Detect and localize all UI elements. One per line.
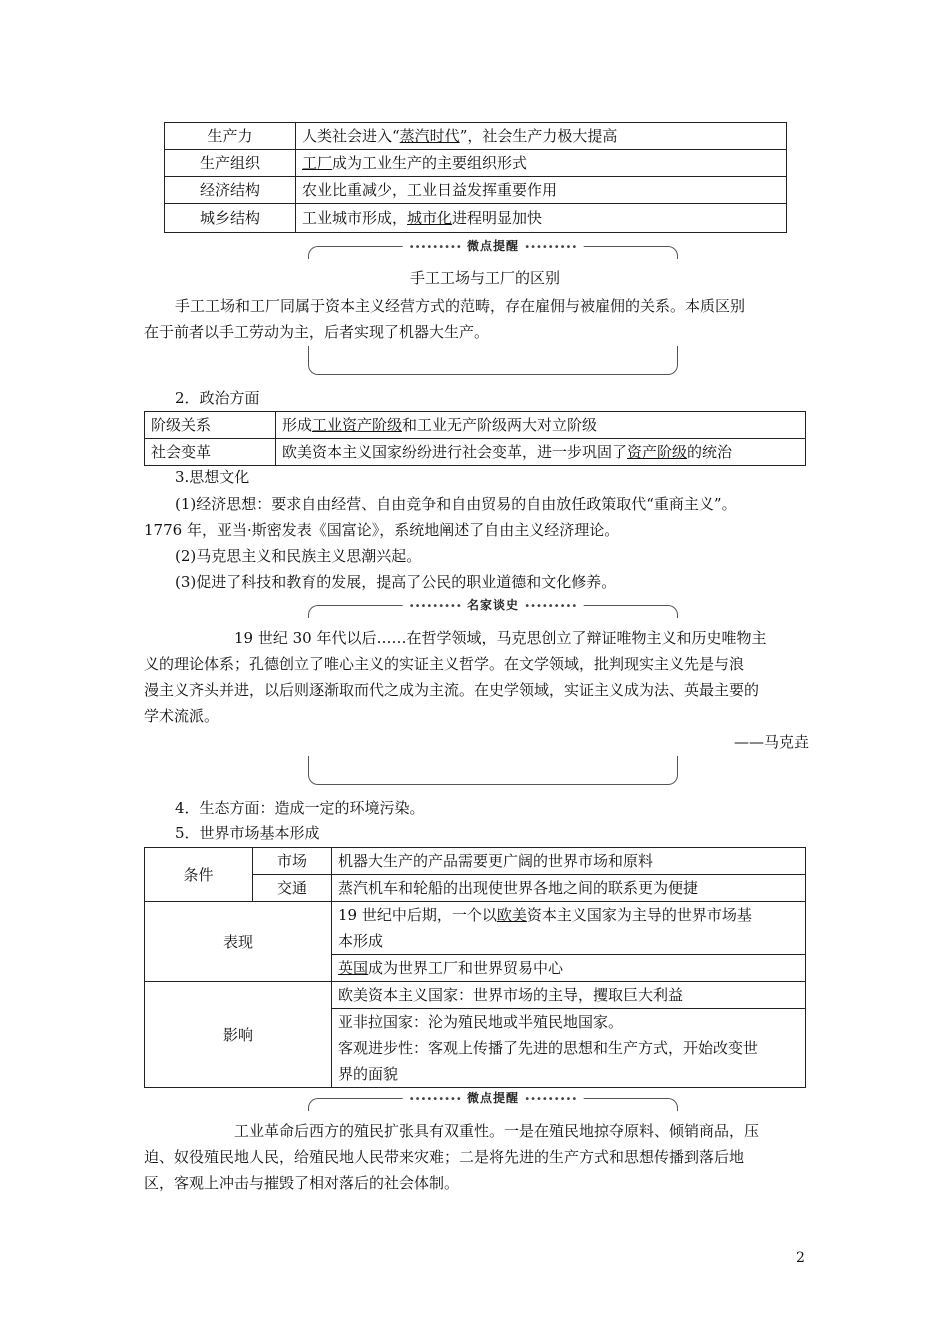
paragraph: 4．生态方面：造成一定的环境污染。 <box>175 799 425 817</box>
quote-badge: ••••••••• 名家谈史 ••••••••• <box>403 597 584 615</box>
tip-text: 手工工场和工厂同属于资本主义经营方式的范畴，存在雇佣与被雇佣的关系。本质区别 <box>175 297 746 315</box>
cell: 英国成为世界工厂和世界贸易中心 <box>332 955 806 982</box>
quote-text: 漫主义齐头并进，以后则逐渐取而代之成为主流。在史学领域，实证主义成为法、英最主要的 <box>144 681 760 699</box>
text: 进程明显加快 <box>452 209 543 227</box>
text: 农业比重减少，工业日益发挥重要作用 <box>302 181 558 199</box>
row-content: 形成工业资产阶级和工业无产阶级两大对立阶级 <box>276 412 806 439</box>
section-heading: 5．世界市场基本形成 <box>175 824 320 842</box>
paragraph: (3)促进了科技和教育的发展，提高了公民的职业道德和文化修养。 <box>175 573 617 591</box>
key-term: 蒸汽时代 <box>399 127 460 145</box>
cell: 亚非拉国家：沦为殖民地或半殖民地国家。 客观进步性：客观上传播了先进的思想和生产方式，开始改变世 界的面貌 <box>332 1009 806 1088</box>
row-label: 经济结构 <box>165 177 296 204</box>
tip-badge: ••••••••• 微点提醒 ••••••••• <box>403 238 584 256</box>
tip-text: 区，客观上冲击与摧毁了相对落后的社会体制。 <box>144 1174 460 1192</box>
row-label: 条件 <box>145 848 253 902</box>
table-row <box>165 123 787 150</box>
cell: 欧美资本主义国家：世界市场的主导，攫取巨大利益 <box>332 982 806 1009</box>
text: 成为工业生产的主要组织形式 <box>332 154 528 172</box>
row-label: 阶级关系 <box>145 412 276 439</box>
page-number: 2 <box>796 1250 805 1266</box>
row-content <box>296 150 787 177</box>
row-label: 城乡结构 <box>165 204 296 233</box>
row-content <box>296 123 787 150</box>
cell: 蒸汽机车和轮船的出现使世界各地之间的联系更为便捷 <box>332 875 806 902</box>
table-row <box>145 439 806 466</box>
quote-author: ——马克垚 <box>734 733 810 751</box>
row-content: 欧美资本主义国家纷纷进行社会变革，进一步巩固了资产阶级的统治 <box>276 439 806 466</box>
quote-text: 19 世纪 30 年代以后……在哲学领域，马克思创立了辩证唯物主义和历史唯物主 <box>234 629 767 647</box>
key-term: 英国 <box>338 959 369 977</box>
paragraph: (2)马克思主义和民族主义思潮兴起。 <box>175 547 422 565</box>
tip-box-top <box>308 239 678 259</box>
text: ”，社会生产力极大提高 <box>459 127 618 145</box>
tip-box-top <box>308 1091 678 1111</box>
key-term: 欧美 <box>496 906 527 924</box>
production-table <box>164 122 787 233</box>
table-row <box>145 412 806 439</box>
text: 人类社会进入“ <box>302 127 400 145</box>
row-content <box>296 177 787 204</box>
section-heading: 2．政治方面 <box>175 389 260 407</box>
quote-text: 学术流派。 <box>144 707 220 725</box>
tip-heading: 手工工场与工厂的区别 <box>410 269 561 287</box>
key-term: 资产阶级 <box>627 443 688 461</box>
table-row <box>165 177 787 204</box>
sub-label: 交通 <box>253 875 332 902</box>
tip-box-bottom <box>308 346 678 375</box>
table-row <box>145 848 806 875</box>
row-label: 社会变革 <box>145 439 276 466</box>
paragraph: 1776 年，亚当·斯密发表《国富论》，系统地阐述了自由主义经济理论。 <box>144 521 620 539</box>
cell: 机器大生产的产品需要更广阔的世界市场和原料 <box>332 848 806 875</box>
key-term: 工厂 <box>302 154 333 172</box>
quote-box-bottom <box>308 756 678 785</box>
table-row <box>145 982 806 1009</box>
tip-text: 迫、奴役殖民地人民，给殖民地人民带来灾难；二是将先进的生产方式和思想传播到落后地 <box>144 1148 745 1166</box>
cell: 19 世纪中后期，一个以欧美资本主义国家为主导的世界市场基 本形成 <box>332 902 806 955</box>
row-label: 生产力 <box>165 123 296 150</box>
text: 工业城市形成， <box>302 209 408 227</box>
tip-text: 工业革命后西方的殖民扩张具有双重性。一是在殖民地掠夺原料、倾销商品，压 <box>234 1122 760 1140</box>
quote-text: 义的理论体系；孔德创立了唯心主义的实证主义哲学。在文学领域，批判现实主义先是与浪 <box>144 655 745 673</box>
section-heading: 3.思想文化 <box>175 468 250 486</box>
tip-text: 在于前者以手工劳动为主，后者实现了机器大生产。 <box>144 323 490 341</box>
key-term: 工业资产阶级 <box>312 416 403 434</box>
key-term: 城市化 <box>407 209 453 227</box>
paragraph: (1)经济思想：要求自由经营、自由竞争和自由贸易的自由放任政策取代“重商主义”。 <box>175 495 737 513</box>
table-row <box>145 902 806 955</box>
world-market-table <box>144 847 806 1088</box>
row-label: 生产组织 <box>165 150 296 177</box>
quote-box-top <box>308 598 678 618</box>
table-row <box>165 204 787 233</box>
row-label: 影响 <box>145 982 332 1088</box>
tip-badge: ••••••••• 微点提醒 ••••••••• <box>403 1090 584 1108</box>
sub-label: 市场 <box>253 848 332 875</box>
row-label: 表现 <box>145 902 332 982</box>
table-row <box>165 150 787 177</box>
row-content <box>296 204 787 233</box>
politics-table <box>144 411 806 466</box>
